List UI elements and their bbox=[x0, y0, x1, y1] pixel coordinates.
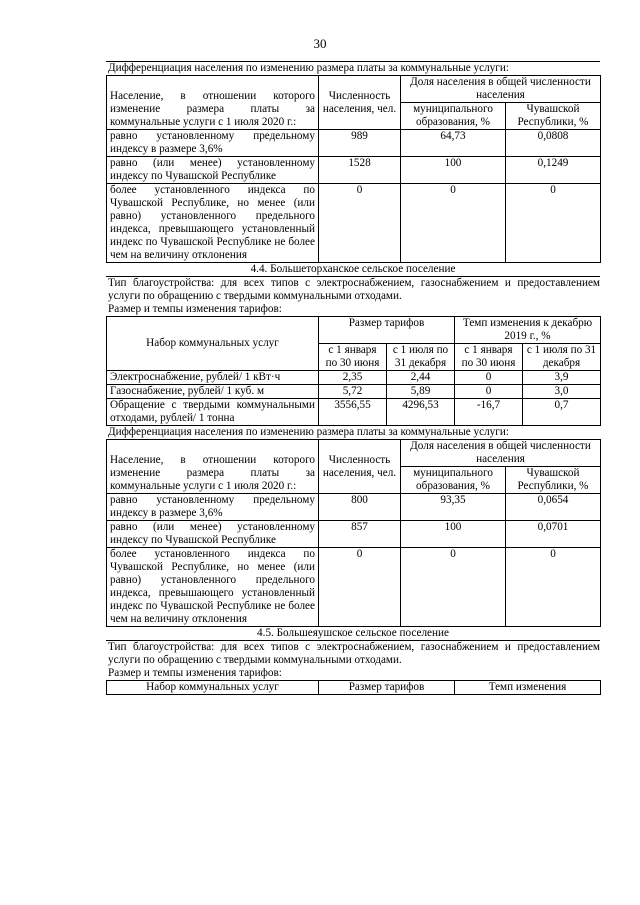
improvement-text-4-5: Тип благоустройства: для всех типов с электроснабжением, газоснабжением и предоставлением услуги по обращению с твердыми коммунальными отходами. bbox=[108, 641, 600, 666]
tariff-rate-2: 0,7 bbox=[523, 399, 601, 426]
tariffs-caption-4-5: Размер и темпы изменения тарифов: bbox=[108, 667, 282, 679]
share-group-header: Доля населения в общей численности населения bbox=[401, 440, 601, 467]
count-col-header: Численность населения, чел. bbox=[319, 440, 401, 494]
table-row bbox=[107, 548, 601, 627]
rate-jul-dec-header: с 1 июля по 31 декабря bbox=[523, 344, 601, 371]
page-number: 30 bbox=[313, 36, 327, 51]
row-count: 0 bbox=[319, 184, 401, 263]
services-col-header: Набор коммунальных услуг bbox=[107, 317, 319, 371]
tariff-rate-1: 0 bbox=[455, 371, 523, 385]
republic-col-header: Чувашской Республики, % bbox=[506, 467, 601, 494]
tariff-rate-1: -16,7 bbox=[455, 399, 523, 426]
diff-caption-1: Дифференциация населения по изменению размера платы за коммунальные услуги: bbox=[106, 61, 600, 75]
tariff-table-4-5 bbox=[106, 680, 601, 695]
row-label: более установленного индекса по Чувашской Республике, но менее (или равно) установленного предельного индекса, превышающего установленный индекс по Чувашской Республике не более чем на величину отклонения bbox=[107, 184, 319, 263]
table-row bbox=[107, 130, 601, 157]
rate-group-header: Темп изменения bbox=[455, 681, 601, 695]
row-republic: 0 bbox=[506, 184, 601, 263]
tariff-size-1: 3556,55 bbox=[319, 399, 387, 426]
row-republic: 0 bbox=[506, 548, 601, 627]
republic-col-header: Чувашской Республики, % bbox=[506, 103, 601, 130]
row-count: 800 bbox=[319, 494, 401, 521]
size-jan-jun-header: с 1 января по 30 июня bbox=[319, 344, 387, 371]
row-republic: 0,0808 bbox=[506, 130, 601, 157]
improvement-text-4-4: Тип благоустройства: для всех типов с электроснабжением, газоснабжением и предоставлением услуги по обращению с твердыми коммунальными отходами. bbox=[108, 277, 600, 302]
tariff-table-4-4 bbox=[106, 316, 601, 426]
table-row bbox=[107, 399, 601, 426]
tariff-size-2: 5,89 bbox=[387, 385, 455, 399]
diff-caption-4-4: Дифференциация населения по изменению размера платы за коммунальные услуги: bbox=[108, 426, 509, 438]
rate-jan-jun-header: с 1 января по 30 июня bbox=[455, 344, 523, 371]
municipal-col-header: муниципального образования, % bbox=[401, 103, 506, 130]
diff-header-row bbox=[107, 440, 601, 467]
share-group-header: Доля населения в общей численности населения bbox=[401, 76, 601, 103]
row-municipal: 0 bbox=[401, 548, 506, 627]
table-row bbox=[107, 184, 601, 263]
row-label: равно установленному предельному индексу в размере 3,6% bbox=[107, 494, 319, 521]
section-heading-4-4: 4.4. Большеторханское сельское поселение bbox=[250, 263, 456, 275]
row-count: 1528 bbox=[319, 157, 401, 184]
table-row bbox=[107, 521, 601, 548]
row-municipal: 64,73 bbox=[401, 130, 506, 157]
service-name: Газоснабжение, рублей/ 1 куб. м bbox=[107, 385, 319, 399]
row-label: равно установленному предельному индексу в размере 3,6% bbox=[107, 130, 319, 157]
tariffs-caption-4-4: Размер и темпы изменения тарифов: bbox=[108, 303, 282, 315]
document-body bbox=[106, 61, 600, 695]
rate-group-header: Темп изменения к декабрю 2019 г., % bbox=[455, 317, 601, 344]
row-republic: 0,0654 bbox=[506, 494, 601, 521]
table-row bbox=[107, 371, 601, 385]
service-name: Электроснабжение, рублей/ 1 кВт·ч bbox=[107, 371, 319, 385]
row-republic: 0,1249 bbox=[506, 157, 601, 184]
population-col-header: Население, в отношении которого изменение размера платы за коммунальные услуги с 1 июля 2020 г.: bbox=[107, 76, 319, 130]
population-col-header: Население, в отношении которого изменение размера платы за коммунальные услуги с 1 июля 2020 г.: bbox=[107, 440, 319, 494]
tariff-size-2: 2,44 bbox=[387, 371, 455, 385]
row-republic: 0,0701 bbox=[506, 521, 601, 548]
row-label: равно (или менее) установленному индексу по Чувашской Республике bbox=[107, 157, 319, 184]
municipal-col-header: муниципального образования, % bbox=[401, 467, 506, 494]
tariff-rate-1: 0 bbox=[455, 385, 523, 399]
table-row bbox=[107, 157, 601, 184]
row-municipal: 93,35 bbox=[401, 494, 506, 521]
tariff-header-row bbox=[107, 681, 601, 695]
diff-table-4-4 bbox=[106, 439, 601, 627]
row-count: 857 bbox=[319, 521, 401, 548]
row-count: 0 bbox=[319, 548, 401, 627]
table-row bbox=[107, 494, 601, 521]
diff-table-1 bbox=[106, 75, 601, 263]
size-jul-dec-header: с 1 июля по 31 декабря bbox=[387, 344, 455, 371]
tariff-size-1: 5,72 bbox=[319, 385, 387, 399]
service-name: Обращение с твердыми коммунальными отходами, рублей/ 1 тонна bbox=[107, 399, 319, 426]
tariff-size-1: 2,35 bbox=[319, 371, 387, 385]
row-count: 989 bbox=[319, 130, 401, 157]
tariff-size-2: 4296,53 bbox=[387, 399, 455, 426]
row-municipal: 100 bbox=[401, 521, 506, 548]
diff-header-row bbox=[107, 76, 601, 103]
tariff-rate-2: 3,9 bbox=[523, 371, 601, 385]
row-label: более установленного индекса по Чувашской Республике, но менее (или равно) установленного предельного индекса, превышающего установленный индекс по Чувашской Республике не более чем на величину отклонения bbox=[107, 548, 319, 627]
tariff-header-row bbox=[107, 317, 601, 344]
size-group-header: Размер тарифов bbox=[319, 317, 455, 344]
row-label: равно (или менее) установленному индексу по Чувашской Республике bbox=[107, 521, 319, 548]
row-municipal: 0 bbox=[401, 184, 506, 263]
section-heading-4-5: 4.5. Большеяушское сельское поселение bbox=[257, 627, 449, 639]
row-municipal: 100 bbox=[401, 157, 506, 184]
services-col-header: Набор коммунальных услуг bbox=[107, 681, 319, 695]
tariff-rate-2: 3,0 bbox=[523, 385, 601, 399]
size-group-header: Размер тарифов bbox=[319, 681, 455, 695]
table-row bbox=[107, 385, 601, 399]
count-col-header: Численность населения, чел. bbox=[319, 76, 401, 130]
